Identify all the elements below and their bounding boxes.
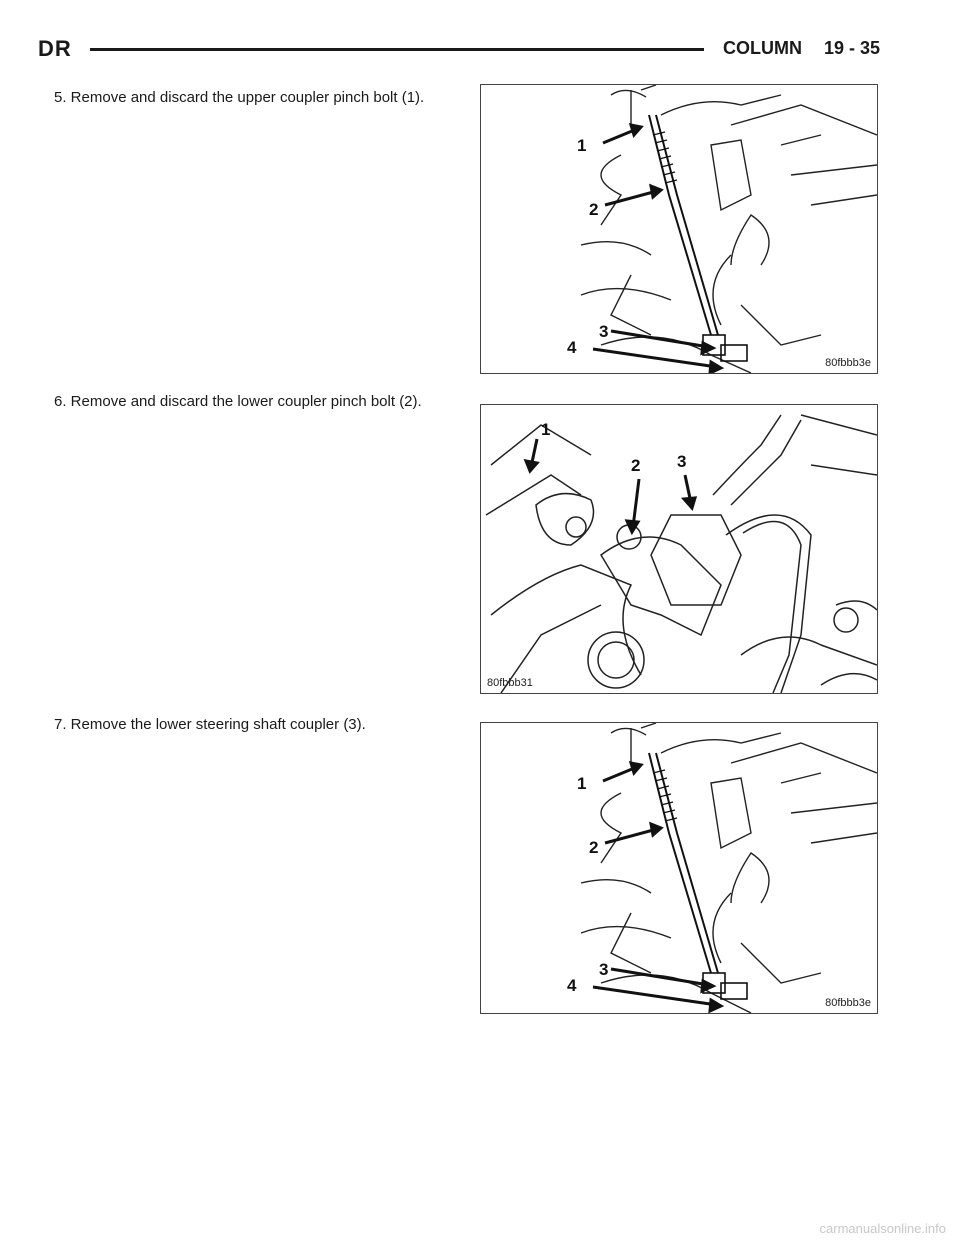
callout-2: 2 — [631, 456, 641, 475]
manual-code: DR — [38, 36, 72, 61]
callout-4: 4 — [567, 338, 577, 357]
watermark: carmanualsonline.info — [819, 1221, 946, 1236]
section-heading — [723, 38, 880, 59]
callout-1: 1 — [577, 774, 587, 793]
callout-3: 3 — [599, 960, 609, 979]
page-header — [38, 36, 880, 66]
coupler-closeup-illustration — [481, 405, 877, 693]
callout-3: 3 — [599, 322, 609, 341]
figure-shaft-coupler — [480, 722, 878, 1014]
callout-3: 3 — [677, 452, 687, 471]
callout-1: 1 — [577, 136, 587, 155]
step-6: 6. Remove and discard the lower coupler pinch bolt (2). — [54, 393, 422, 410]
header-rule — [90, 48, 704, 51]
figure-code: 80fbbb3e — [825, 997, 871, 1009]
figure-code: 80fbbb3e — [825, 357, 871, 369]
callout-1: 1 — [541, 420, 551, 439]
page-number: 19 - 35 — [823, 38, 880, 58]
step-7: 7. Remove the lower steering shaft coupler (3). — [54, 716, 366, 733]
figure-lower-coupler — [480, 404, 878, 694]
section-title: COLUMN — [722, 38, 802, 58]
callout-4: 4 — [567, 976, 577, 995]
steering-shaft-illustration — [481, 723, 877, 1013]
callout-2: 2 — [589, 838, 599, 857]
figure-code: 80fbbb31 — [487, 677, 533, 689]
step-5: 5. Remove and discard the upper coupler pinch bolt (1). — [54, 89, 425, 106]
steering-shaft-illustration — [481, 85, 877, 373]
figure-upper-coupler — [480, 84, 878, 374]
callout-2: 2 — [589, 200, 599, 219]
